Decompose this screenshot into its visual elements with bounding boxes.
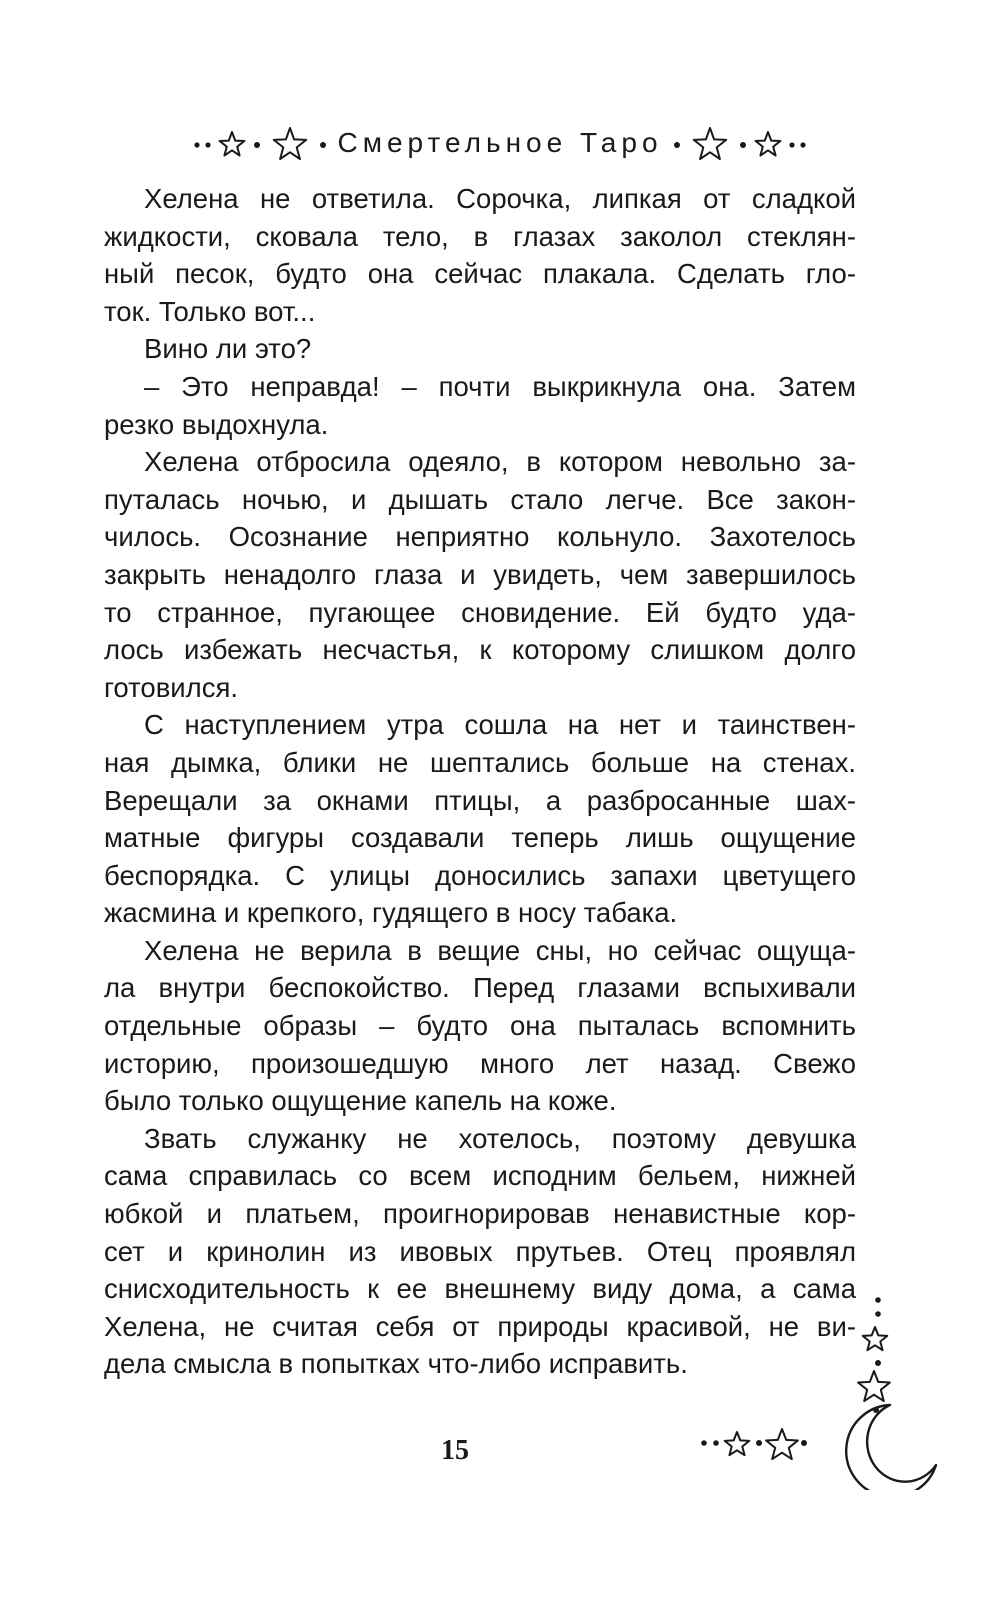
- text-line: С наступлением утра сошла на нет и таинствен-: [144, 709, 856, 741]
- text-line: беспорядка. С улицы доносились запахи цветущего: [104, 859, 856, 891]
- text-line: юбкой и платьем, проигнорировав ненавистные кор-: [104, 1198, 856, 1230]
- text-line: лось избежать несчастья, к которому слишком долго: [104, 634, 856, 666]
- text-line: матные фигуры создавали теперь лишь ощущение: [104, 822, 856, 854]
- text-line: Хелена отбросила одеяло, в котором невольно за-: [144, 446, 856, 478]
- body-text: [104, 180, 856, 1383]
- text-line: сама справилась со всем исподним бельем, нижней: [104, 1160, 856, 1192]
- text-line: готовился.: [104, 671, 238, 703]
- text-line: – Это неправда! – почти выкрикнула она. Затем: [144, 370, 856, 402]
- text-line: Верещали за окнами птицы, а разбросанные шах-: [104, 784, 856, 816]
- text-line: жидкости, сковала тело, в глазах заколол стеклян-: [104, 220, 856, 252]
- text-line: путалась ночью, и дышать стало легче. Все закон-: [104, 483, 856, 515]
- text-line: ная дымка, блики не шептались больше на стенах.: [104, 746, 856, 778]
- text-line: резко выдохнула.: [104, 408, 329, 440]
- text-line: Вино ли это?: [144, 333, 312, 365]
- text-line: отдельные образы – будто она пыталась вспомнить: [104, 1010, 856, 1042]
- dots-stars-ornament-icon: [191, 125, 331, 161]
- page-number: 15: [441, 1435, 469, 1466]
- text-line: ла внутри беспокойство. Перед глазами вспыхивали: [104, 972, 856, 1004]
- text-line: ный песок, будто она сейчас плакала. Сделать гло-: [104, 258, 856, 290]
- text-line: дела смысла в попытках что-либо исправить.: [104, 1348, 688, 1380]
- text-line: сет и кринолин из ивовых прутьев. Отец проявлял: [104, 1235, 856, 1267]
- text-line: жасмина и крепкого, гудящего в носу табака.: [104, 897, 678, 929]
- text-line: Хелена не верила в вещие сны, но сейчас ощуща-: [144, 934, 856, 966]
- text-line: чилось. Осознание неприятно кольнуло. Захотелось: [104, 521, 856, 553]
- text-line: Звать служанку не хотелось, поэтому девушка: [144, 1122, 856, 1154]
- running-head-title: Смертельное Таро: [337, 127, 663, 158]
- text-line: то странное, пугающее сновидение. Ей будто уда-: [104, 596, 856, 628]
- text-line: историю, произошедшую много лет назад. Свежо: [104, 1047, 856, 1079]
- text-line: Хелена не ответила. Сорочка, липкая от сладкой: [144, 183, 856, 214]
- stars-dots-ornament-icon: [669, 125, 809, 161]
- crescent-moon-stars-icon: [690, 1290, 950, 1490]
- text-line: Хелена, не считая себя от природы красивой, не ви-: [104, 1310, 856, 1342]
- text-line: было только ощущение капель на коже.: [104, 1085, 617, 1117]
- text-line: закрыть ненадолго глаза и увидеть, чем завершилось: [104, 558, 856, 590]
- text-line: ток. Только вот...: [104, 295, 316, 327]
- text-line: снисходительность к ее внешнему виду дома, а сама: [104, 1273, 856, 1305]
- running-head: [0, 118, 1000, 168]
